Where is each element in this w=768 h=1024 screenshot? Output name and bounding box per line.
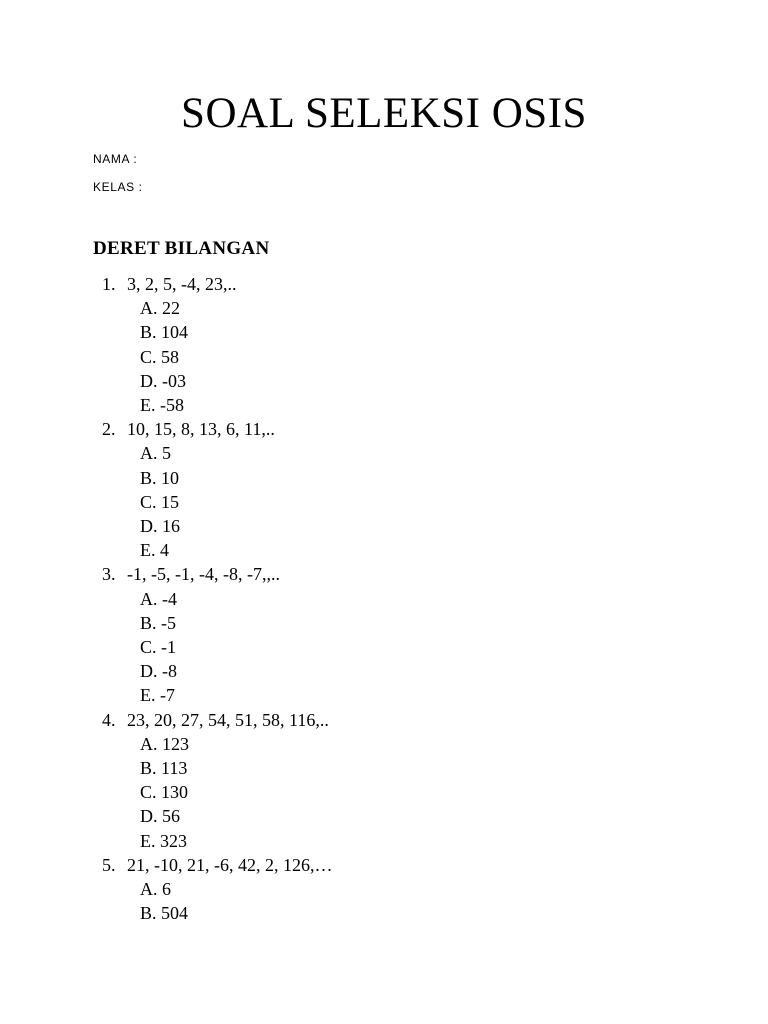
name-field-label: NAMA : bbox=[93, 152, 138, 166]
question-1 bbox=[102, 272, 333, 417]
option-a: A. 5 bbox=[140, 443, 171, 464]
option-c: C. 15 bbox=[140, 491, 180, 512]
question-2 bbox=[102, 417, 333, 562]
question-number: 5. bbox=[102, 854, 116, 875]
option-b: B. 10 bbox=[140, 467, 180, 488]
option-d: D. 16 bbox=[140, 516, 180, 537]
question-text: 10, 15, 8, 13, 6, 11,.. bbox=[127, 419, 275, 440]
option-d: D. 56 bbox=[140, 806, 180, 827]
option-a: A. 6 bbox=[140, 879, 171, 900]
question-number: 3. bbox=[102, 564, 116, 585]
option-e: E. 4 bbox=[140, 540, 169, 561]
question-3 bbox=[102, 562, 333, 707]
document-title: SOAL SELEKSI OSIS bbox=[181, 90, 587, 137]
option-b: B. 113 bbox=[140, 758, 188, 779]
question-text: -1, -5, -1, -4, -8, -7,,.. bbox=[127, 564, 280, 585]
question-text: 3, 2, 5, -4, 23,.. bbox=[127, 274, 237, 294]
option-e: E. -7 bbox=[140, 685, 175, 706]
question-number: 2. bbox=[102, 419, 116, 440]
question-number: 1. bbox=[102, 274, 116, 294]
option-d: D. -8 bbox=[140, 661, 177, 682]
option-b: B. 504 bbox=[140, 903, 189, 924]
option-b: B. 104 bbox=[140, 322, 189, 343]
class-field-label: KELAS : bbox=[93, 180, 143, 194]
question-4 bbox=[102, 708, 333, 853]
section-title: DERET BILANGAN bbox=[93, 238, 270, 259]
option-c: C. -1 bbox=[140, 637, 176, 658]
question-list bbox=[102, 272, 333, 925]
question-number: 4. bbox=[102, 709, 116, 730]
option-a: A. 22 bbox=[140, 298, 180, 319]
option-c: C. 58 bbox=[140, 346, 180, 367]
option-e: E. 323 bbox=[140, 830, 187, 851]
question-text: 21, -10, 21, -6, 42, 2, 126,… bbox=[127, 854, 333, 875]
option-a: A. -4 bbox=[140, 588, 177, 609]
option-c: C. 130 bbox=[140, 782, 189, 803]
option-e: E. -58 bbox=[140, 395, 184, 416]
option-a: A. 123 bbox=[140, 733, 189, 754]
question-5 bbox=[102, 853, 333, 926]
question-text: 23, 20, 27, 54, 51, 58, 116,.. bbox=[127, 709, 329, 730]
option-b: B. -5 bbox=[140, 612, 176, 633]
option-d: D. -03 bbox=[140, 370, 186, 391]
